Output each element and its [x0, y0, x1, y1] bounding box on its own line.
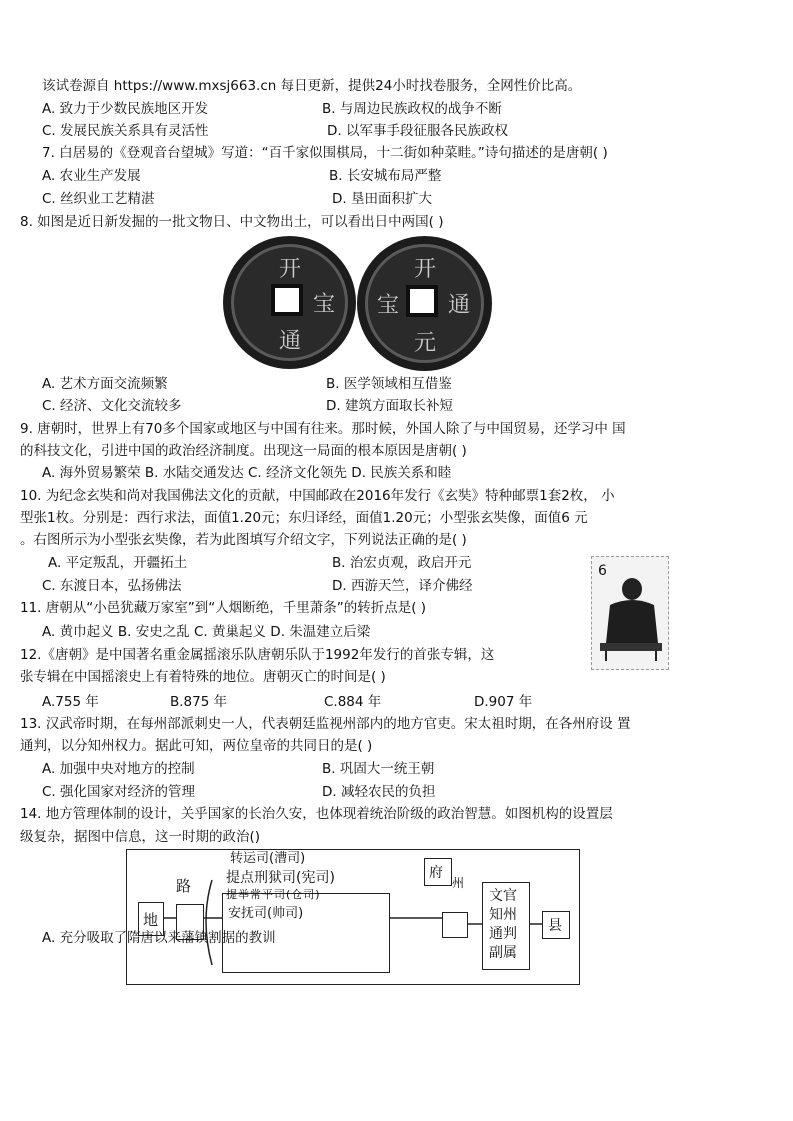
coin-right-char-top: 开	[414, 257, 437, 282]
stamp-denomination: 6	[598, 563, 607, 579]
coin-left-image	[223, 236, 356, 369]
diagram-box-prefecture	[442, 912, 468, 938]
source-line: 该试卷源自 https://www.mxsj663.cn 每日更新，提供24小时找卷服务，全网性价比高。	[42, 78, 582, 94]
q13-option-c[interactable]: C. 强化国家对经济的管理	[42, 784, 196, 800]
q6-option-d[interactable]: D. 以军事手段征服各民族政权	[327, 123, 508, 139]
coin-right-image	[357, 236, 492, 371]
q7-option-c[interactable]: C. 丝织业工艺精湛	[42, 191, 155, 207]
diagram-label-zhou: 州	[452, 876, 465, 890]
q12-stem-line1: 12.《唐朝》是中国著名重金属摇滚乐队唐朝乐队于1992年发行的首张专辑，这	[20, 647, 495, 663]
diagram-box-fu: 府	[424, 858, 452, 886]
diagram-office-anfu: 安抚司(帅司)	[228, 906, 304, 921]
diagram-office-tidian: 提点刑狱司(宪司)	[226, 870, 335, 886]
q13-option-a[interactable]: A. 加强中央对地方的控制	[42, 761, 195, 777]
q8-option-d[interactable]: D. 建筑方面取长补短	[326, 398, 453, 414]
q10-option-a[interactable]: A. 平定叛乱，开疆拓土	[48, 555, 188, 571]
q10-stem-line1: 10. 为纪念玄奘和尚对我国佛法文化的贡献，中国邮政在2016年发行《玄奘》特种邮票1套2枚， 小	[20, 488, 615, 504]
q10-option-d[interactable]: D. 西游天竺，译介佛经	[332, 578, 473, 594]
diagram-office-zhuanyun: 转运司(漕司)	[230, 851, 306, 866]
q6-option-b[interactable]: B. 与周边民族政权的战争不断	[322, 101, 502, 117]
q11-options[interactable]: A. 黄巾起义 B. 安史之乱 C. 黄巢起义 D. 朱温建立后梁	[42, 624, 371, 640]
q14-stem-line2: 级复杂，据图中信息，这一时期的政治()	[20, 829, 261, 845]
q9-stem-line2: 的科技文化，引进中国的政治经济制度。出现这一局面的根本原因是唐朝( )	[20, 443, 467, 459]
q12-option-c[interactable]: C.884 年	[324, 694, 382, 710]
diagram-office-tiju: 提举常平司(仓司)	[226, 888, 321, 901]
q6-option-a[interactable]: A. 致力于少数民族地区开发	[42, 101, 209, 117]
q12-stem-line2: 张专辑在中国摇滚史上有着特殊的地位。唐朝灭亡的时间是( )	[20, 669, 386, 685]
q12-option-b[interactable]: B.875 年	[170, 694, 228, 710]
q10-stem-line3: 。右图所示为小型张玄奘像，若为此图填写介绍文字，下列说法正确的是( )	[20, 532, 467, 548]
diagram-label-lu: 路	[176, 877, 192, 895]
coin-left-char-bottom: 通	[279, 329, 302, 354]
q10-option-c[interactable]: C. 东渡日本，弘扬佛法	[42, 578, 182, 594]
q6-option-c[interactable]: C. 发展民族关系具有灵活性	[42, 123, 209, 139]
q13-stem-line2: 通判，以分知州权力。据此可知，两位皇帝的共同日的是( )	[20, 738, 373, 754]
q7-stem: 7. 白居易的《登观音台望城》写道：“百千家似围棋局，十二街如种菜畦。”诗句描述的是唐朝( )	[42, 145, 608, 161]
diagram-box-di: 地	[138, 902, 164, 936]
q12-option-a[interactable]: A.755 年	[42, 694, 99, 710]
q12-option-d[interactable]: D.907 年	[474, 694, 533, 710]
coin-right-char-bottom: 元	[414, 331, 437, 356]
q14-stem-line1: 14. 地方管理体制的设计，关乎国家的长治久安，也体现着统治阶级的政治智慧。如图机构的设置层	[20, 806, 613, 822]
xuanzang-stamp-image	[591, 556, 669, 670]
q8-option-a[interactable]: A. 艺术方面交流频繁	[42, 376, 168, 392]
q9-options[interactable]: A. 海外贸易繁荣 B. 水陆交通发达 C. 经济文化领先 D. 民族关系和睦	[42, 465, 452, 481]
q10-stem-line2: 型张1枚。分别是：西行求法，面值1.20元；东归译经，面值1.20元；小型张玄奘像，面值6 元	[20, 510, 588, 526]
q14-option-a[interactable]: A. 充分吸取了隋唐以来藩镇割据的教训	[42, 930, 276, 946]
q11-stem: 11. 唐朝从“小邑犹藏万家室”到“人烟断绝，千里萧条”的转折点是( )	[20, 600, 427, 616]
q13-option-d[interactable]: D. 减轻农民的负担	[322, 784, 436, 800]
q7-option-b[interactable]: B. 长安城布局严整	[329, 168, 442, 184]
diagram-box-xian: 县	[542, 911, 570, 939]
q10-option-b[interactable]: B. 治宏贞观，政启开元	[332, 555, 472, 571]
coin-left-char-right: 宝	[313, 292, 336, 317]
coin-left-char-top: 开	[279, 257, 302, 282]
q13-option-b[interactable]: B. 巩固大一统王朝	[322, 761, 435, 777]
coin-right-char-right: 通	[448, 293, 471, 318]
diagram-box-officials: 文官知州通判副属	[482, 882, 530, 970]
q7-option-d[interactable]: D. 垦田面积扩大	[332, 191, 432, 207]
q8-option-b[interactable]: B. 医学领域相互借鉴	[326, 376, 452, 392]
q8-stem: 8. 如图是近日新发掘的一批文物日、中文物出土，可以看出日中两国( )	[20, 214, 444, 230]
q7-option-a[interactable]: A. 农业生产发展	[42, 168, 141, 184]
q8-option-c[interactable]: C. 经济、文化交流较多	[42, 398, 182, 414]
q13-stem-line1: 13. 汉武帝时期，在每州部派刺史一人，代表朝廷监视州部内的地方官吏。宋太祖时期，在各州府设 置	[20, 716, 631, 732]
coin-right-char-left: 宝	[377, 293, 400, 318]
monk-figure-icon	[592, 557, 668, 669]
q9-stem-line1: 9. 唐朝时，世界上有70多个国家或地区与中国有往来。那时候，外国人除了与中国贸易，还学习中 国	[20, 421, 626, 437]
